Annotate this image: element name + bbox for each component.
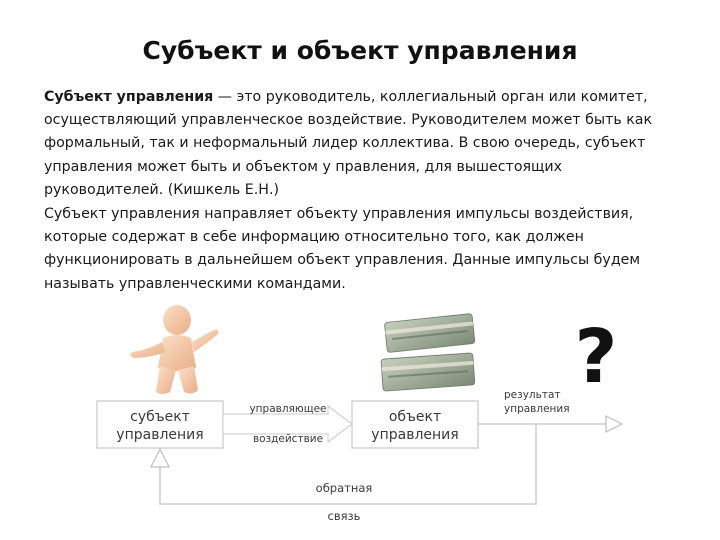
result-arrowhead <box>606 416 622 432</box>
result-label-line2: управления <box>504 403 570 415</box>
result-label-line1: результат <box>504 389 561 401</box>
influence-label-line1: управляющее <box>249 403 327 415</box>
paragraph-impulses: Субъект управления направляет объекту управления импульсы воздействия, которые содержат в себе информацию относительно того, как должен функционировать в дальнейшем объект управления. Данные импульсы будем называть управленческими командами. <box>44 206 641 292</box>
person-figure-icon <box>130 305 218 394</box>
subject-label-line1: субъект <box>130 409 190 425</box>
influence-label-line2: воздействие <box>252 433 324 445</box>
object-label-line1: объект <box>388 409 442 425</box>
feedback-label-line1: обратная <box>315 481 373 495</box>
feedback-arrowhead <box>151 449 169 467</box>
term-subject: Субъект управления <box>44 89 214 105</box>
object-label-line2: управления <box>371 427 459 443</box>
subject-label-line2: управления <box>116 427 204 443</box>
money-stacks-icon <box>381 313 475 391</box>
question-mark: ? <box>574 314 618 400</box>
feedback-label-line2: связь <box>327 509 361 523</box>
slide-title: Субъект и объект управления <box>142 36 578 65</box>
definition-text: — это руководитель, коллегиальный орган или комитет, осуществляющий управленческое воздействие. Руководителем может быть как формальный, так и неформальный лидер коллектива. В свою очередь, субъект управления может быть и объектом у правления, для вышестоящих руководителей. (Кишкель Е.Н.) <box>44 89 653 198</box>
